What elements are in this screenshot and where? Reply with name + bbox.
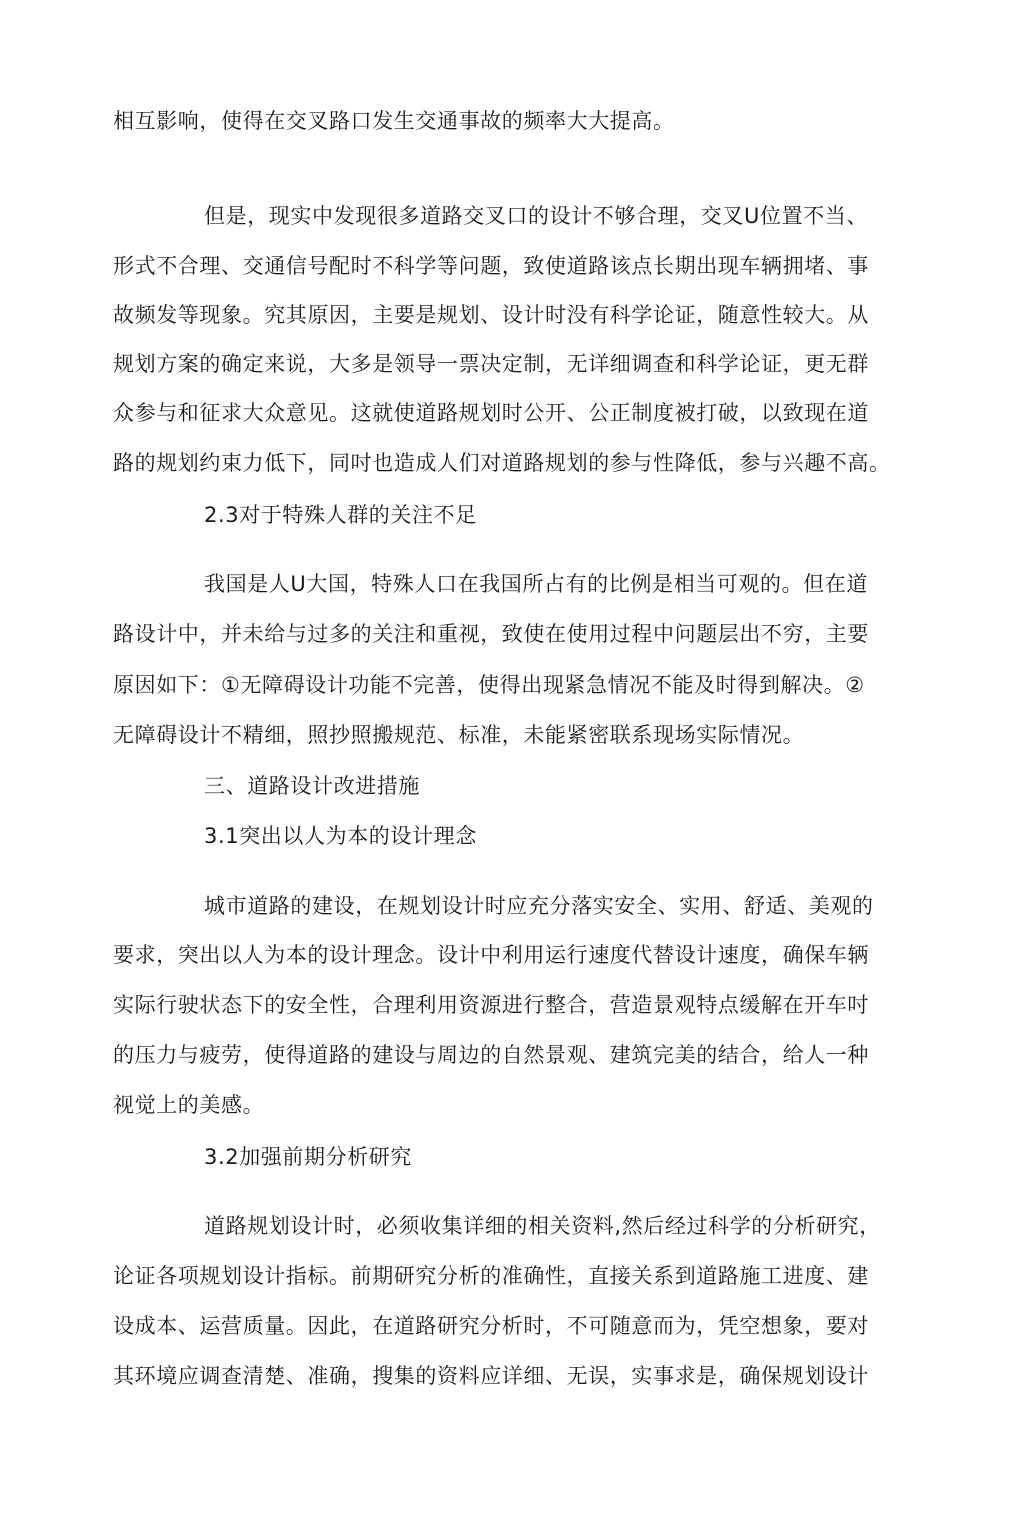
- text-line: 形式不合理、交通信号配时不科学等问题，致使道路该点长期出现车辆拥堵、事: [113, 254, 869, 278]
- section-heading: 3.1突出以人为本的设计理念: [204, 824, 477, 848]
- text-line: 原因如下：①无障碍设计功能不完善，使得出现紧急情况不能及时得到解决。②: [113, 673, 865, 697]
- text-line: 故频发等现象。究其原因，主要是规划、设计时没有科学论证，随意性较大。从: [113, 303, 869, 327]
- paragraph-start: 但是，现实中发现很多道路交叉口的设计不够合理，交叉U位置不当、: [204, 204, 868, 228]
- text-line: 的压力与疲劳，使得道路的建设与周边的自然景观、建筑完美的结合，给人一种: [113, 1043, 869, 1067]
- paragraph-start: 道路规划设计时，必须收集详细的相关资料,然后经过科学的分析研究，: [204, 1214, 881, 1238]
- text-line: 路设计中，并未给与过多的关注和重视，致使在使用过程中问题层出不穷，主要: [113, 622, 869, 646]
- paragraph-start: 城市道路的建设，在规划设计时应充分落实安全、实用、舒适、美观的: [204, 894, 874, 918]
- text-line: 论证各项规划设计指标。前期研究分析的准确性，直接关系到道路施工进度、建: [113, 1264, 869, 1288]
- chapter-heading: 三、道路设计改进措施: [204, 774, 420, 798]
- text-line: 视觉上的美感。: [113, 1093, 265, 1117]
- text-line: 设成本、运营质量。因此，在道路研究分析时，不可随意而为，凭空想象，要对: [113, 1314, 869, 1338]
- section-heading: 3.2加强前期分析研究: [204, 1145, 412, 1169]
- text-line: 无障碍设计不精细，照抄照搬规范、标准，未能紧密联系现场实际情况。: [113, 723, 805, 747]
- section-heading: 2.3对于特殊人群的关注不足: [204, 503, 477, 527]
- text-line: 相互影响，使得在交叉路口发生交通事故的频率大大提高。: [113, 109, 675, 133]
- text-line: 其环境应调查清楚、准确，搜集的资料应详细、无误，实事求是，确保规划设计: [113, 1364, 869, 1388]
- text-line: 要求，突出以人为本的设计理念。设计中利用运行速度代替设计速度，确保车辆: [113, 943, 869, 967]
- text-line: 路的规划约束力低下，同吋也造成人们对道路规划的参与性降低，参与兴趣不高。: [113, 451, 891, 475]
- text-line: 规划方案的确定来说，大多是领导一票决定制，无详细调查和科学论证，更无群: [113, 352, 869, 376]
- text-line: 实际行驶状态下的安全性，合理利用资源进行整合，营造景观特点缓解在开车吋: [113, 993, 869, 1017]
- paragraph-start: 我国是人U大国，特殊人口在我国所占有的比例是相当可观的。但在道: [204, 572, 868, 596]
- text-line: 众参与和征求大众意见。这就使道路规划时公开、公正制度被打破，以致现在道: [113, 401, 869, 425]
